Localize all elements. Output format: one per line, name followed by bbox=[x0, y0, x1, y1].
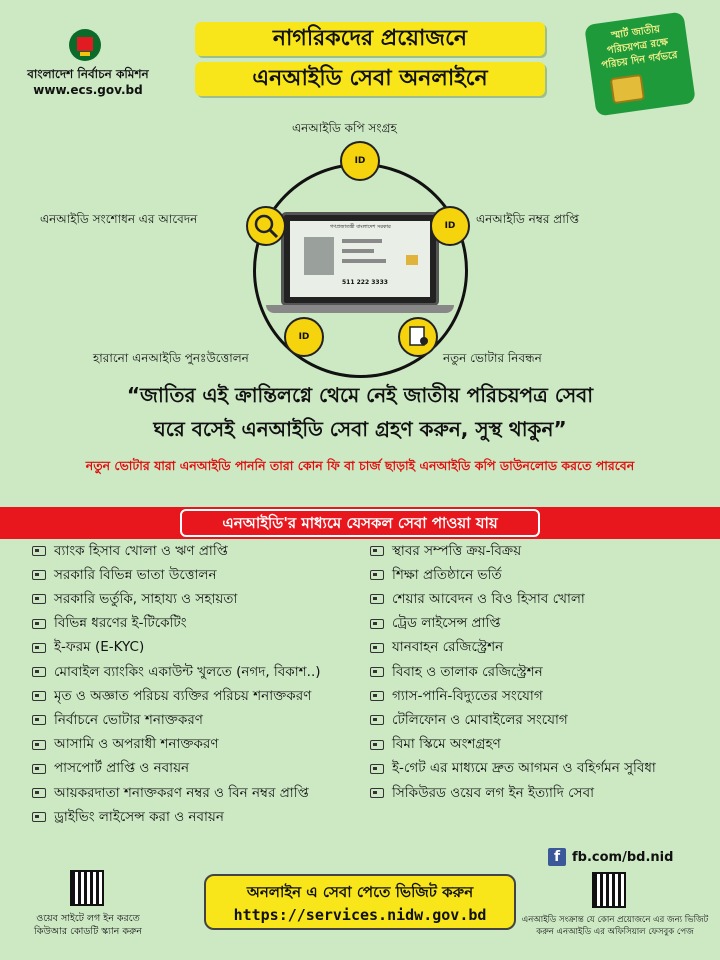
service-label: শেয়ার আবেদন ও বিও হিসাব খোলা bbox=[392, 590, 585, 607]
card-icon bbox=[32, 643, 46, 653]
service-label: ই-ফরম (E-KYC) bbox=[54, 639, 145, 656]
card-icon bbox=[370, 546, 384, 556]
title-line-2: এনআইডি সেবা অনলাইনে bbox=[195, 62, 545, 96]
service-label: মোবাইল ব্যাংকিং একাউন্ট খুলতে (নগদ, বিকাশ..) bbox=[54, 663, 321, 680]
card-icon bbox=[32, 812, 46, 822]
voter-registration-icon[interactable] bbox=[398, 317, 438, 357]
sim-chip-icon bbox=[610, 74, 645, 104]
card-icon bbox=[32, 788, 46, 798]
lost-id-icon[interactable]: ID bbox=[284, 317, 324, 357]
label-new-voter: নতুন ভোটার নিবন্ধন bbox=[443, 351, 542, 365]
service-item bbox=[32, 759, 189, 779]
badge-text: স্মার্ট জাতীয় পরিচয়পত্র রক্ষে পরিচয় দিন গর্বভরে bbox=[600, 23, 679, 72]
service-label: স্থাবর সম্পত্তি ক্রয়-বিক্রয় bbox=[392, 542, 522, 559]
card-icon bbox=[32, 764, 46, 774]
card-icon bbox=[370, 764, 384, 774]
service-label: বিভিন্ন ধরণের ই-টিকেটিং bbox=[54, 615, 187, 632]
service-label: সিকিউরড ওয়েব লগ ইন ইত্যাদি সেবা bbox=[392, 784, 594, 801]
card-icon bbox=[32, 691, 46, 701]
service-item bbox=[370, 759, 656, 779]
service-item bbox=[32, 807, 224, 827]
service-item bbox=[32, 662, 321, 682]
service-item bbox=[32, 783, 309, 803]
card-header: গণপ্রজাতন্ত্রী বাংলাদেশ সরকার bbox=[330, 224, 391, 230]
card-number: 511 222 3333 bbox=[342, 279, 388, 286]
service-label: নির্বাচনে ভোটার শনাক্তকরণ bbox=[54, 711, 203, 728]
nid-card-screen bbox=[290, 221, 430, 297]
card-icon bbox=[370, 691, 384, 701]
smart-card-badge bbox=[584, 11, 696, 116]
ec-logo bbox=[68, 28, 102, 62]
service-label: ড্রাইভিং লাইসেন্স করা ও নবায়ন bbox=[54, 808, 224, 825]
services-heading: এনআইডি'র মাধ্যমে যেসকল সেবা পাওয়া যায় bbox=[180, 509, 540, 537]
service-item bbox=[32, 638, 144, 658]
card-icon bbox=[32, 594, 46, 604]
card-line bbox=[342, 239, 382, 243]
service-item bbox=[370, 710, 568, 730]
card-line bbox=[342, 249, 374, 253]
service-item bbox=[370, 638, 503, 658]
laptop-illustration bbox=[281, 212, 439, 306]
title-line-1: নাগরিকদের প্রয়োজনে bbox=[195, 22, 545, 56]
service-item bbox=[32, 541, 228, 561]
organization-name: বাংলাদেশ নির্বাচন কমিশন bbox=[27, 67, 149, 81]
organization-block bbox=[14, 66, 162, 98]
laptop-base bbox=[266, 305, 454, 313]
label-id-number: এনআইডি নম্বর প্রাপ্তি bbox=[476, 212, 579, 226]
card-icon bbox=[32, 546, 46, 556]
service-item bbox=[370, 565, 502, 585]
qr-code-left[interactable] bbox=[70, 870, 104, 906]
id-copy-icon[interactable]: ID bbox=[340, 141, 380, 181]
service-item bbox=[370, 783, 594, 803]
quote-line-2: ঘরে বসেই এনআইডি সেবা গ্রহণ করুন, সুস্থ থাকুন” bbox=[153, 417, 567, 441]
service-label: পাসপোর্ট প্রাপ্তি ও নবায়ন bbox=[54, 760, 190, 777]
service-item bbox=[370, 662, 543, 682]
facebook-icon: f bbox=[548, 848, 566, 866]
service-label: মৃত ও অজ্ঞাত পরিচয় ব্যক্তির পরিচয় শনাক্তকরণ bbox=[54, 687, 312, 704]
service-label: আয়করদাতা শনাক্তকরণ নম্বর ও বিন নম্বর প্রাপ্তি bbox=[54, 784, 309, 801]
service-item bbox=[32, 589, 237, 609]
card-icon bbox=[370, 619, 384, 629]
card-icon bbox=[370, 594, 384, 604]
visit-url-link[interactable]: https://services.nidw.gov.bd bbox=[233, 906, 487, 924]
service-label: যানবাহন রেজিস্ট্রেশন bbox=[392, 639, 504, 656]
card-chip-icon bbox=[406, 255, 418, 265]
service-item bbox=[370, 541, 521, 561]
notice-text: নতুন ভোটার যারা এনআইডি পাননি তারা কোন ফি বা চার্জ ছাড়াই এনআইডি কপি ডাউনলোড করতে পারবেন bbox=[85, 458, 635, 473]
card-icon bbox=[370, 643, 384, 653]
facebook-url: fb.com/bd.nid bbox=[572, 849, 674, 865]
magnifier-icon[interactable] bbox=[246, 206, 286, 246]
quote-line-1: “জাতির এই ক্রান্তিলগ্নে থেমে নেই জাতীয় পরিচয়পত্র সেবা bbox=[126, 383, 594, 407]
visit-website-box[interactable] bbox=[204, 874, 516, 930]
service-label: শিক্ষা প্রতিষ্ঠানে ভর্তি bbox=[392, 566, 502, 583]
quote-block bbox=[40, 378, 680, 446]
organization-url[interactable]: www.ecs.gov.bd bbox=[33, 83, 143, 97]
page-title bbox=[195, 22, 545, 102]
card-icon bbox=[370, 740, 384, 750]
card-icon bbox=[32, 715, 46, 725]
card-icon bbox=[32, 619, 46, 629]
left-qr-caption: ওয়েব সাইটে লগ ইন করতে কিউআর কোডটি স্ক্যান করুন bbox=[34, 913, 142, 937]
service-label: ই-গেট এর মাধ্যমে দ্রুত আগমন ও বহির্গমন সুবিধা bbox=[392, 760, 656, 777]
service-item bbox=[370, 589, 585, 609]
id-number-icon[interactable]: ID bbox=[430, 206, 470, 246]
service-item bbox=[32, 614, 187, 634]
card-icon bbox=[370, 715, 384, 725]
service-item bbox=[32, 735, 218, 755]
service-item bbox=[32, 565, 217, 585]
service-label: সরকারি ভর্তুকি, সাহায্য ও সহায়তা bbox=[54, 590, 238, 607]
card-icon bbox=[32, 740, 46, 750]
card-line bbox=[342, 259, 386, 263]
card-icon bbox=[370, 788, 384, 798]
card-icon bbox=[370, 570, 384, 580]
label-id-copy: এনআইডি কপি সংগ্রহ bbox=[292, 121, 397, 135]
service-item bbox=[32, 686, 311, 706]
service-label: ব্যাংক হিসাব খোলা ও ঋণ প্রাপ্তি bbox=[54, 542, 228, 559]
service-label: গ্যাস-পানি-বিদ্যুতের সংযোগ bbox=[392, 687, 543, 704]
visit-label: অনলাইন এ সেবা পেতে ভিজিট করুন bbox=[246, 883, 474, 901]
service-label: আসামি ও অপরাধী শনাক্তকরণ bbox=[54, 736, 219, 753]
service-item bbox=[370, 614, 501, 634]
service-label: টেলিফোন ও মোবাইলের সংযোগ bbox=[392, 711, 568, 728]
service-item bbox=[370, 735, 501, 755]
service-label: বিমা স্কিমে অংশগ্রহণ bbox=[392, 736, 501, 753]
service-item bbox=[32, 710, 203, 730]
card-icon bbox=[32, 570, 46, 580]
label-id-correction: এনআইডি সংশোধন এর আবেদন bbox=[40, 212, 198, 226]
qr-code-right[interactable] bbox=[592, 872, 626, 908]
label-lost-id: হারানো এনআইডি পুনঃউত্তোলন bbox=[93, 351, 249, 365]
card-photo bbox=[304, 237, 334, 275]
facebook-link[interactable] bbox=[548, 848, 673, 866]
service-item bbox=[370, 686, 543, 706]
service-label: সরকারি বিভিন্ন ভাতা উত্তোলন bbox=[54, 566, 217, 583]
card-icon bbox=[32, 667, 46, 677]
right-qr-caption: এনআইডি সংক্রান্ত যে কোন প্রয়োজনে এর জন্য ভিজিট করুন এনআইডি এর অফিসিয়াল ফেসবুক পেজ bbox=[521, 915, 709, 937]
service-label: ট্রেড লাইসেন্স প্রাপ্তি bbox=[392, 615, 501, 632]
service-label: বিবাহ ও তালাক রেজিস্ট্রেশন bbox=[392, 663, 543, 680]
card-icon bbox=[370, 667, 384, 677]
